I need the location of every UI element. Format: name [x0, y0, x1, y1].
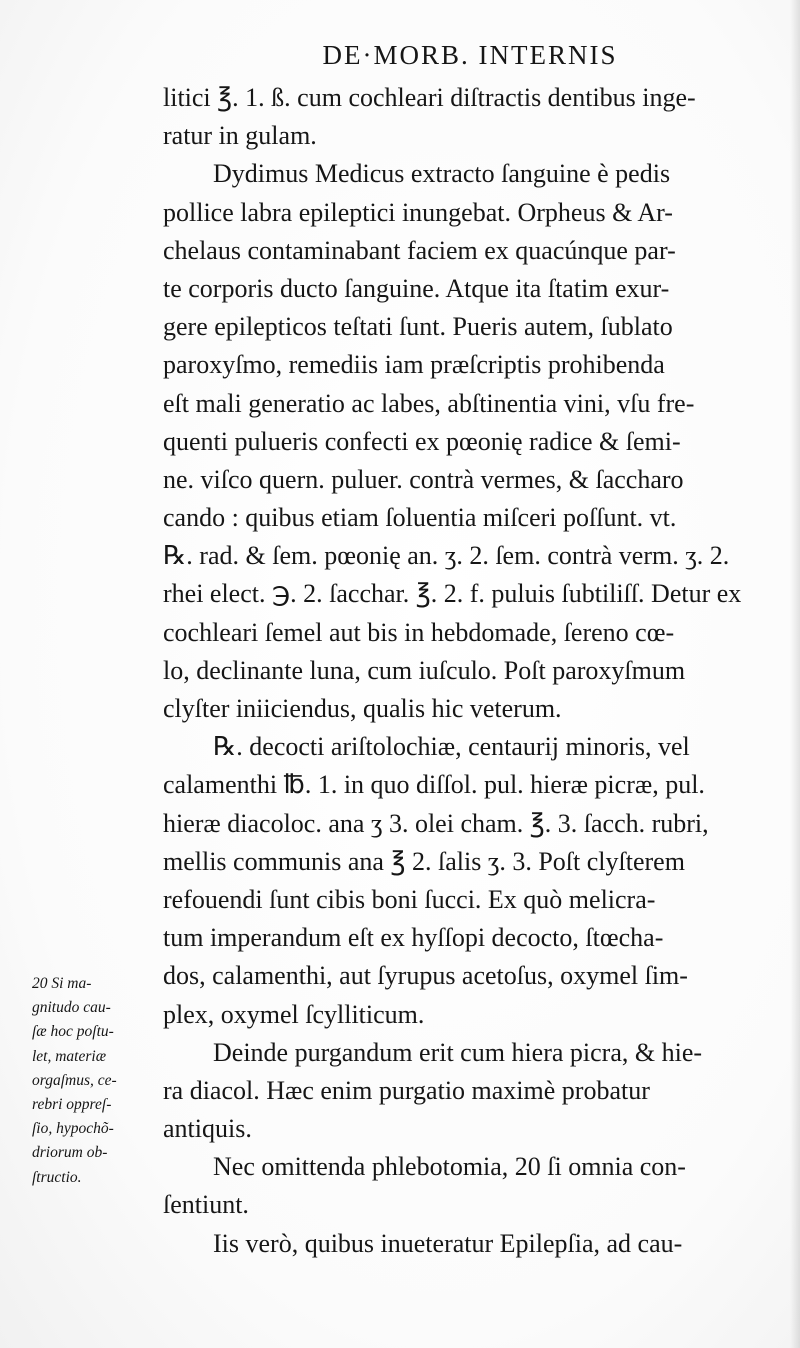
margin-note-line: 20 Si ma-	[32, 975, 92, 992]
running-head: DE·MORB. INTERNIS	[322, 40, 618, 70]
text-line: Deinde purgandum erit cum hiera picra, & hie-	[213, 1037, 703, 1067]
page-edge-shadow	[790, 0, 800, 1348]
text-line: mellis communis ana ℥ 2. ſalis ʒ. 3. Poſt clyſterem	[163, 846, 685, 876]
margin-note-line: rebri oppreſ-	[32, 1095, 112, 1113]
text-line: cando : quibus etiam ſoluentia miſceri poſſunt. vt.	[163, 503, 677, 533]
margin-note-line: gnitudo cau-	[32, 999, 111, 1017]
margin-note-line: let, materiæ	[32, 1047, 107, 1065]
text-line: cochleari ſemel aut bis in hebdomade, ſereno cœ-	[163, 617, 675, 647]
text-line: hieræ diacoloc. ana ʒ 3. olei cham. ℥. 3. ſacch. rubri,	[163, 808, 709, 838]
text-line: ne. viſco quern. puluer. contrà vermes, & ſaccharo	[163, 464, 684, 494]
text-line: chelaus contaminabant faciem ex quacúnque par-	[163, 235, 676, 265]
text-line: eſt mali generatio ac labes, abſtinentia vini, vſu fre-	[163, 388, 695, 418]
text-line: te corporis ducto ſanguine. Atque ita ſtatim exur-	[163, 273, 670, 303]
text-line: ℞. rad. & ſem. pœonię an. ʒ. 2. ſem. contrà verm. ʒ. 2.	[163, 541, 730, 571]
text-line: gere epilepticos teſtati ſunt. Pueris autem, ſublato	[163, 312, 673, 342]
text-line: Dydimus Medicus extracto ſanguine è pedis	[213, 159, 671, 189]
text-line: refouendi ſunt cibis boni ſucci. Ex quò melicra-	[163, 884, 656, 914]
text-line: ſentiunt.	[163, 1190, 249, 1220]
margin-note-line: driorum ob-	[32, 1144, 108, 1162]
text-line: lo, declinante luna, cum iuſculo. Poſt paroxyſmum	[163, 655, 686, 685]
text-line: ra diacol. Hæc enim purgatio maximè probatur	[163, 1075, 650, 1105]
text-line: quenti pulueris confecti ex pœonię radice & ſemi-	[163, 426, 681, 456]
text-line: tum imperandum eſt ex hyſſopi decocto, ſtœcha-	[163, 923, 664, 953]
text-line: Nec omittenda phlebotomia, 20 ſi omnia con-	[213, 1152, 686, 1182]
main-text-block	[163, 79, 773, 1263]
text-line: paroxyſmo, remediis iam præſcriptis prohibenda	[163, 350, 665, 380]
text-line: rhei elect. ℈. 2. ſacchar. ℥. 2. f. puluis ſubtiliſſ. Detur ex	[163, 579, 742, 609]
margin-note-line: ſtructio.	[32, 1168, 82, 1186]
text-line: litici ℥. 1. ß. cum cochleari diſtractis dentibus inge-	[163, 83, 696, 112]
margin-note-line: ſæ hoc poſtu-	[32, 1023, 114, 1041]
text-line: dos, calamenthi, aut ſyrupus acetoſus, oxymel ſim-	[163, 961, 688, 991]
text-line: pollice labra epileptici inungebat. Orpheus & Ar-	[163, 197, 673, 227]
text-line: calamenthi ℔. 1. in quo diſſol. pul. hieræ picræ, pul.	[163, 770, 705, 800]
text-line: ratur in gulam.	[163, 121, 317, 151]
text-line: antiquis.	[163, 1114, 252, 1144]
margin-note-line: ſio, hypochõ-	[32, 1120, 114, 1138]
text-line: Iis verò, quibus inueteratur Epilepſia, ad cau-	[213, 1228, 683, 1258]
text-line: plex, oxymel ſcylliticum.	[163, 999, 425, 1029]
text-line: ℞. decocti ariſtolochiæ, centaurij minoris, vel	[213, 732, 690, 762]
margin-note-line: orgaſmus, ce-	[32, 1071, 117, 1089]
text-line: clyſter iniiciendus, qualis hic veterum.	[163, 694, 562, 723]
margin-note	[32, 972, 162, 1190]
